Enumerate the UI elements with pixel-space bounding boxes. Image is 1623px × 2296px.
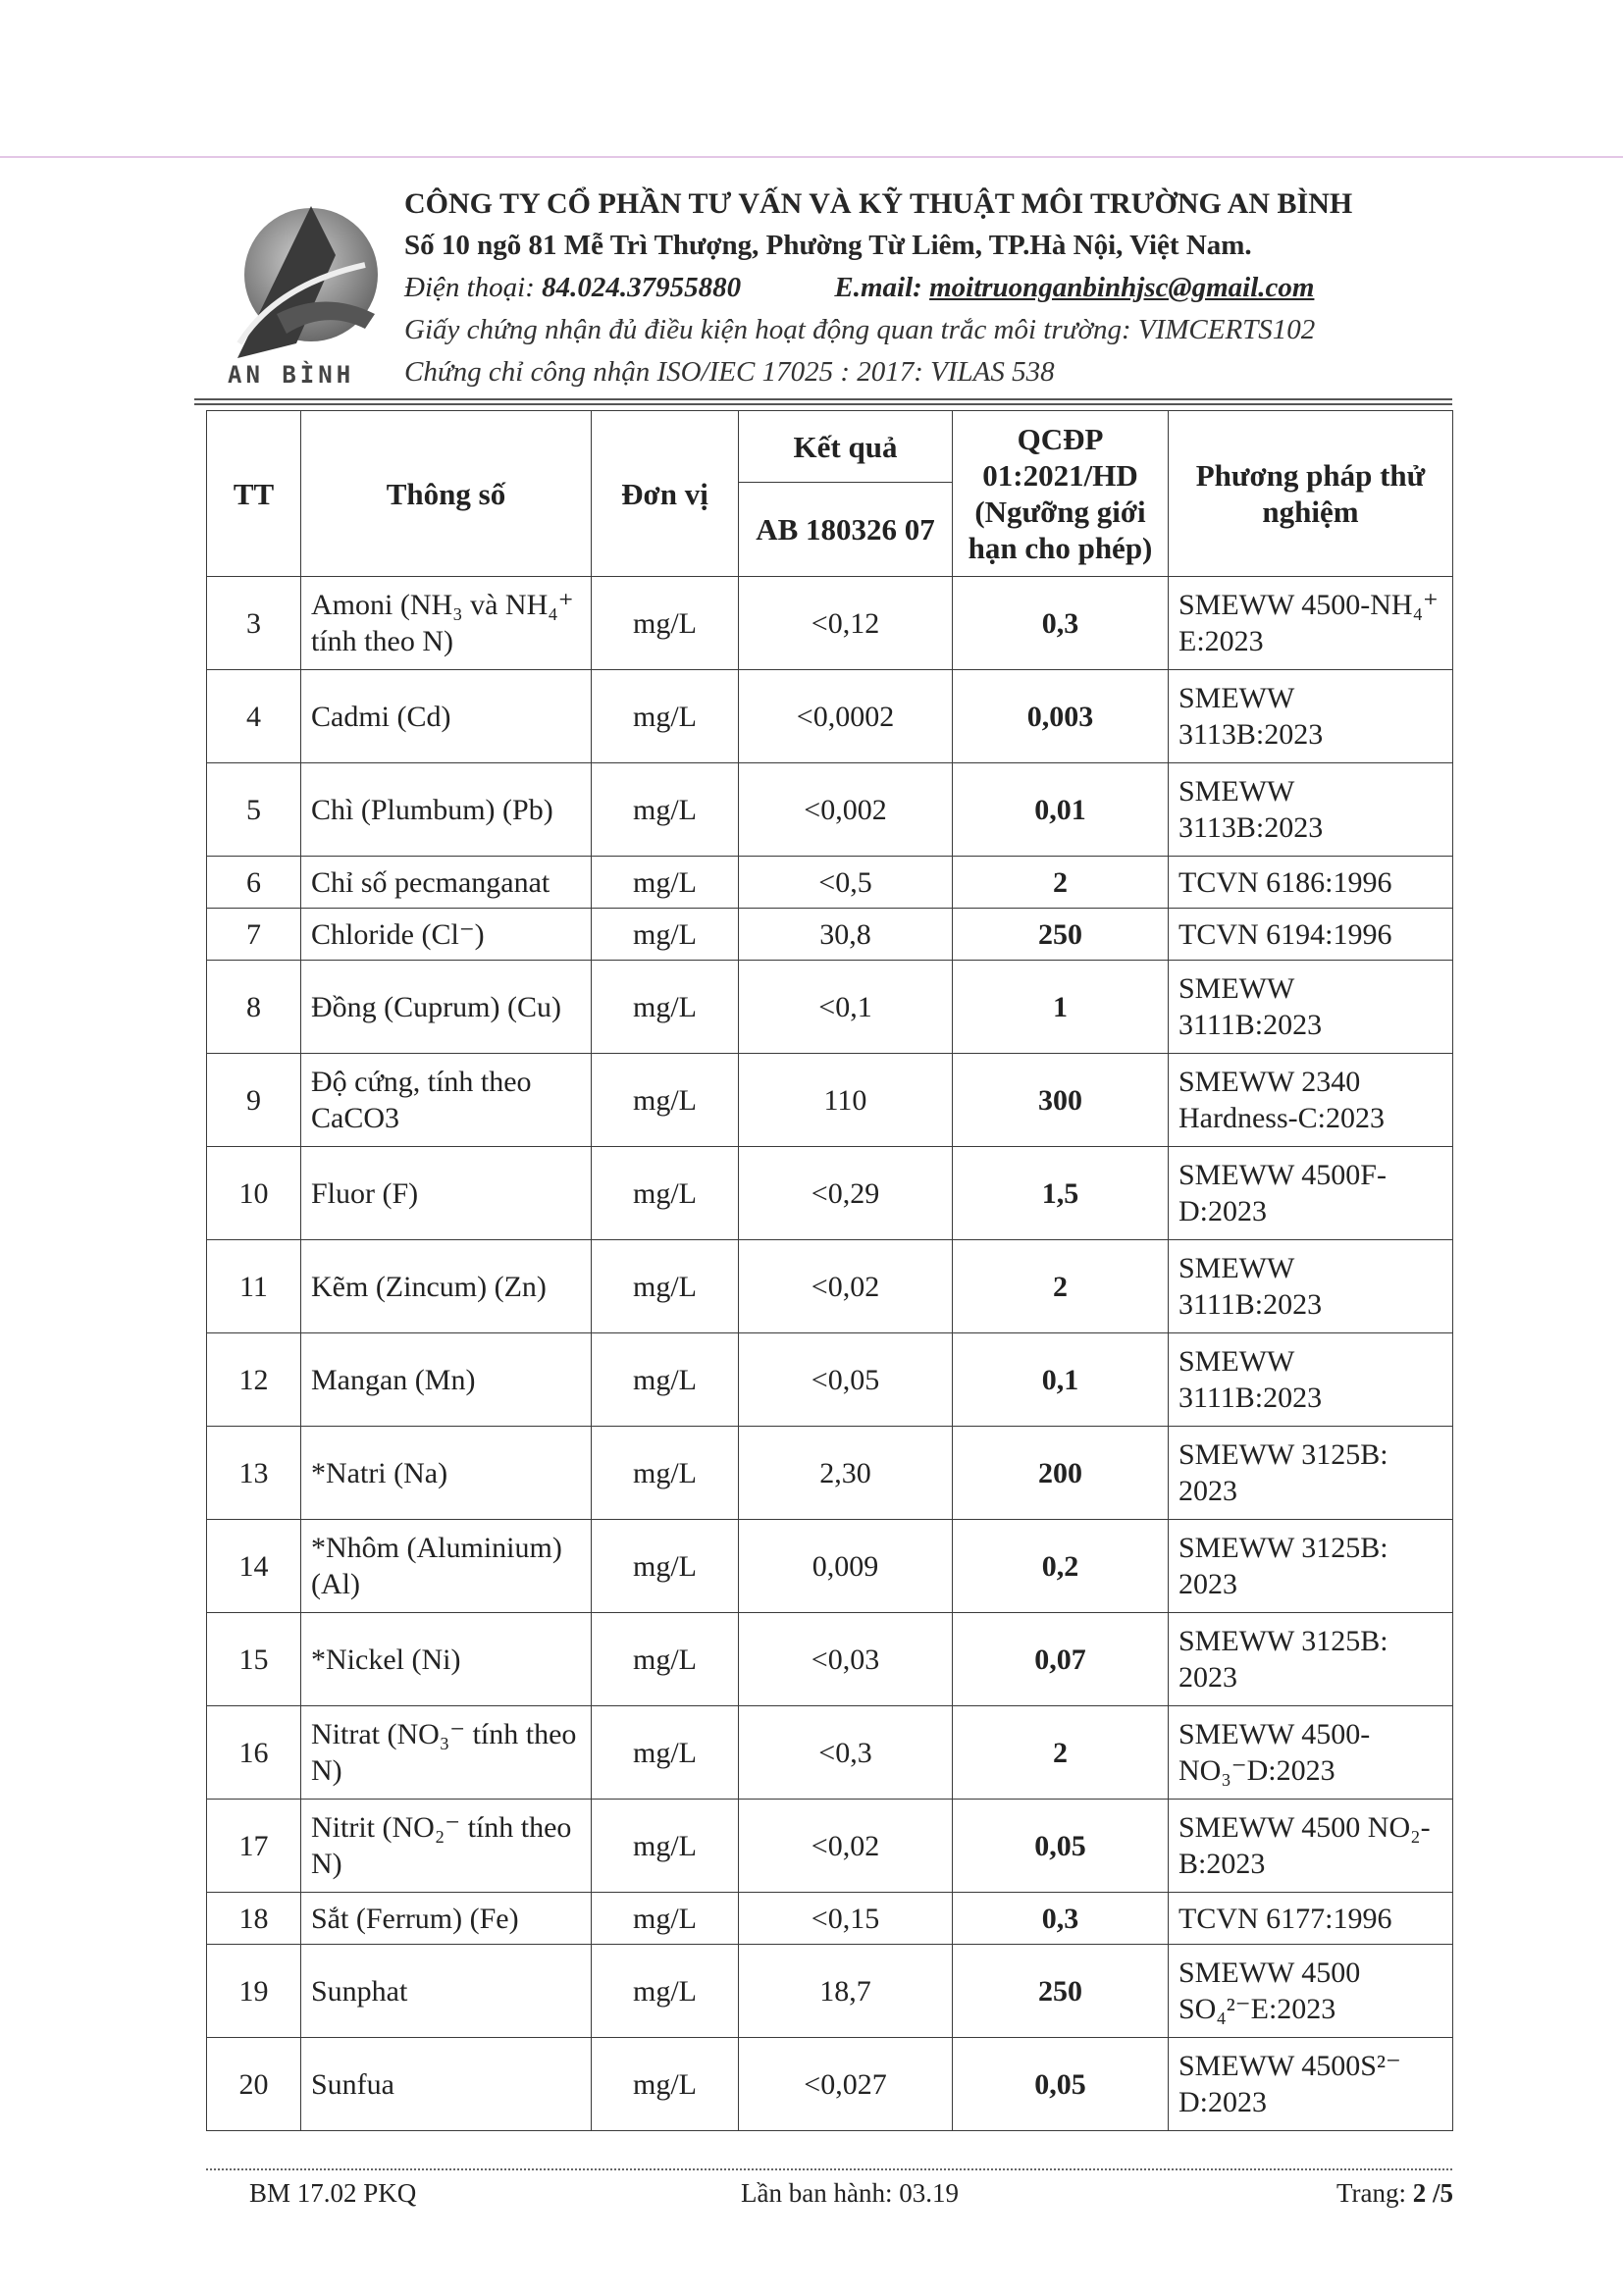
limit-value: 0,05: [953, 2038, 1169, 2131]
email-label: E.mail:: [834, 272, 922, 303]
row-number: 13: [207, 1427, 301, 1520]
table-row: [207, 1240, 1453, 1333]
email-link[interactable]: moitruonganbinhjsc@gmail.com: [929, 272, 1315, 303]
table-row: [207, 1893, 1453, 1945]
test-method: SMEWW 3125B: 2023: [1169, 1613, 1453, 1706]
parameter-name: Kẽm (Zincum) (Zn): [301, 1240, 592, 1333]
test-method: SMEWW 4500 NO₂-B:2023: [1169, 1800, 1453, 1893]
page-indicator: [1336, 2178, 1453, 2209]
table-row: [207, 1520, 1453, 1613]
unit-value: mg/L: [592, 1520, 739, 1613]
table-row: [207, 1054, 1453, 1147]
unit-value: mg/L: [592, 909, 739, 961]
header-rule: [194, 398, 1452, 400]
row-number: 9: [207, 1054, 301, 1147]
limit-value: 1,5: [953, 1147, 1169, 1240]
row-number: 12: [207, 1333, 301, 1427]
parameter-name: Nitrit (NO₂⁻ tính theo N): [301, 1800, 592, 1893]
form-code: BM 17.02 PKQ: [249, 2178, 417, 2208]
row-number: 18: [207, 1893, 301, 1945]
result-value: <0,5: [739, 857, 953, 909]
table-row: [207, 909, 1453, 961]
logo-caption: AN BÌNH: [228, 361, 355, 389]
test-method: SMEWW 4500-NH₄⁺ E:2023: [1169, 577, 1453, 670]
unit-value: mg/L: [592, 1800, 739, 1893]
limit-value: 0,1: [953, 1333, 1169, 1427]
header-rule-thin: [194, 403, 1452, 405]
unit-value: mg/L: [592, 1706, 739, 1800]
unit-value: mg/L: [592, 1054, 739, 1147]
header-sample-code: AB 180326 07: [739, 483, 953, 577]
row-number: 4: [207, 670, 301, 763]
certification-line: Giấy chứng nhận đủ điều kiện hoạt động quan trắc môi trường: VIMCERTS102: [404, 314, 1316, 345]
row-number: 7: [207, 909, 301, 961]
unit-value: mg/L: [592, 1613, 739, 1706]
table-header-row: [207, 411, 1453, 483]
header-result: Kết quả: [739, 411, 953, 483]
result-value: <0,15: [739, 1893, 953, 1945]
unit-value: mg/L: [592, 857, 739, 909]
table-row: [207, 961, 1453, 1054]
unit-value: mg/L: [592, 577, 739, 670]
page-number: 2 /5: [1412, 2178, 1454, 2208]
table-row: [207, 763, 1453, 857]
parameter-name: Amoni (NH₃ và NH₄⁺ tính theo N): [301, 577, 592, 670]
limit-value: 250: [953, 1945, 1169, 2038]
limit-value: 0,003: [953, 670, 1169, 763]
unit-value: mg/L: [592, 670, 739, 763]
row-number: 16: [207, 1706, 301, 1800]
result-value: <0,02: [739, 1240, 953, 1333]
limit-value: 0,2: [953, 1520, 1169, 1613]
result-value: <0,002: [739, 763, 953, 857]
test-method: SMEWW 3111B:2023: [1169, 1333, 1453, 1427]
unit-value: mg/L: [592, 1333, 739, 1427]
parameter-name: *Nickel (Ni): [301, 1613, 592, 1706]
table-row: [207, 670, 1453, 763]
issue-number: Lần ban hành: 03.19: [741, 2178, 959, 2208]
limit-value: 300: [953, 1054, 1169, 1147]
result-value: <0,1: [739, 961, 953, 1054]
row-number: 20: [207, 2038, 301, 2131]
limit-value: 0,07: [953, 1613, 1169, 1706]
table-row: [207, 1147, 1453, 1240]
unit-value: mg/L: [592, 1147, 739, 1240]
table-row: [207, 1333, 1453, 1427]
test-method: SMEWW 3111B:2023: [1169, 1240, 1453, 1333]
unit-value: mg/L: [592, 1240, 739, 1333]
parameter-name: Sunfua: [301, 2038, 592, 2131]
table-row: [207, 1427, 1453, 1520]
parameter-name: Chỉ số pecmanganat: [301, 857, 592, 909]
header-method: Phương pháp thử nghiệm: [1169, 411, 1453, 577]
parameter-name: Chloride (Cl⁻): [301, 909, 592, 961]
limit-value: 2: [953, 1240, 1169, 1333]
accreditation-line: Chứng chỉ công nhận ISO/IEC 17025 : 2017: VILAS 538: [404, 356, 1055, 388]
phone-value: 84.024.37955880: [542, 272, 742, 303]
test-method: SMEWW 3111B:2023: [1169, 961, 1453, 1054]
header-parameter: Thông số: [301, 411, 592, 577]
test-method: SMEWW 4500 SO₄²⁻E:2023: [1169, 1945, 1453, 2038]
row-number: 5: [207, 763, 301, 857]
result-value: 2,30: [739, 1427, 953, 1520]
company-name: CÔNG TY CỔ PHẦN TƯ VẤN VÀ KỸ THUẬT MÔI TRƯỜNG AN BÌNH: [404, 187, 1353, 220]
test-method: TCVN 6194:1996: [1169, 909, 1453, 961]
test-method: SMEWW 4500-NO₃⁻D:2023: [1169, 1706, 1453, 1800]
parameter-name: Độ cứng, tính theo CaCO3: [301, 1054, 592, 1147]
row-number: 15: [207, 1613, 301, 1706]
parameter-name: Chì (Plumbum) (Pb): [301, 763, 592, 857]
result-value: <0,0002: [739, 670, 953, 763]
row-number: 11: [207, 1240, 301, 1333]
parameter-name: Mangan (Mn): [301, 1333, 592, 1427]
result-value: 110: [739, 1054, 953, 1147]
header-unit: Đơn vị: [592, 411, 739, 577]
result-value: 30,8: [739, 909, 953, 961]
top-rule: [0, 156, 1623, 158]
parameter-name: Sunphat: [301, 1945, 592, 2038]
parameter-name: Đồng (Cuprum) (Cu): [301, 961, 592, 1054]
parameter-name: *Nhôm (Aluminium) (Al): [301, 1520, 592, 1613]
table-row: [207, 857, 1453, 909]
company-address: Số 10 ngõ 81 Mễ Trì Thượng, Phường Từ Liêm, TP.Hà Nội, Việt Nam.: [404, 230, 1252, 261]
result-value: 18,7: [739, 1945, 953, 2038]
unit-value: mg/L: [592, 1427, 739, 1520]
row-number: 17: [207, 1800, 301, 1893]
parameter-name: Fluor (F): [301, 1147, 592, 1240]
row-number: 8: [207, 961, 301, 1054]
table-row: [207, 577, 1453, 670]
result-value: <0,12: [739, 577, 953, 670]
phone-label: Điện thoại:: [404, 272, 535, 303]
page-label: Trang:: [1336, 2178, 1407, 2208]
unit-value: mg/L: [592, 2038, 739, 2131]
bottom-rule: [206, 2168, 1452, 2170]
limit-value: 0,01: [953, 763, 1169, 857]
table-row: [207, 1613, 1453, 1706]
parameter-name: *Natri (Na): [301, 1427, 592, 1520]
result-value: <0,03: [739, 1613, 953, 1706]
table-row: [207, 1945, 1453, 2038]
header-tt: TT: [207, 411, 301, 577]
test-method: SMEWW 2340 Hardness-C:2023: [1169, 1054, 1453, 1147]
limit-value: 2: [953, 1706, 1169, 1800]
unit-value: mg/L: [592, 1893, 739, 1945]
test-method: SMEWW 3113B:2023: [1169, 763, 1453, 857]
header-limit: QCĐP 01:2021/HD (Ngưỡng giới hạn cho phép): [953, 411, 1169, 577]
test-method: TCVN 6186:1996: [1169, 857, 1453, 909]
unit-value: mg/L: [592, 1945, 739, 2038]
row-number: 6: [207, 857, 301, 909]
limit-value: 0,05: [953, 1800, 1169, 1893]
limit-value: 0,3: [953, 1893, 1169, 1945]
table-row: [207, 2038, 1453, 2131]
result-value: <0,3: [739, 1706, 953, 1800]
parameter-name: Sắt (Ferrum) (Fe): [301, 1893, 592, 1945]
limit-value: 200: [953, 1427, 1169, 1520]
limit-value: 0,3: [953, 577, 1169, 670]
parameter-name: Cadmi (Cd): [301, 670, 592, 763]
limit-value: 250: [953, 909, 1169, 961]
test-method: SMEWW 4500F-D:2023: [1169, 1147, 1453, 1240]
row-number: 10: [207, 1147, 301, 1240]
test-method: SMEWW 3125B: 2023: [1169, 1427, 1453, 1520]
test-method: SMEWW 3125B: 2023: [1169, 1520, 1453, 1613]
unit-value: mg/L: [592, 961, 739, 1054]
result-value: <0,29: [739, 1147, 953, 1240]
limit-value: 2: [953, 857, 1169, 909]
table-row: [207, 1800, 1453, 1893]
test-method: TCVN 6177:1996: [1169, 1893, 1453, 1945]
row-number: 14: [207, 1520, 301, 1613]
parameter-name: Nitrat (NO₃⁻ tính theo N): [301, 1706, 592, 1800]
table-row: [207, 1706, 1453, 1800]
result-value: <0,027: [739, 2038, 953, 2131]
result-value: <0,02: [739, 1800, 953, 1893]
result-value: <0,05: [739, 1333, 953, 1427]
result-value: 0,009: [739, 1520, 953, 1613]
results-table: [206, 410, 1453, 2131]
test-method: SMEWW 3113B:2023: [1169, 670, 1453, 763]
unit-value: mg/L: [592, 763, 739, 857]
row-number: 3: [207, 577, 301, 670]
test-method: SMEWW 4500S²⁻ D:2023: [1169, 2038, 1453, 2131]
table-body: [207, 577, 1453, 2131]
contact-line: [404, 267, 1533, 309]
row-number: 19: [207, 1945, 301, 2038]
limit-value: 1: [953, 961, 1169, 1054]
letterhead: [404, 183, 1533, 393]
